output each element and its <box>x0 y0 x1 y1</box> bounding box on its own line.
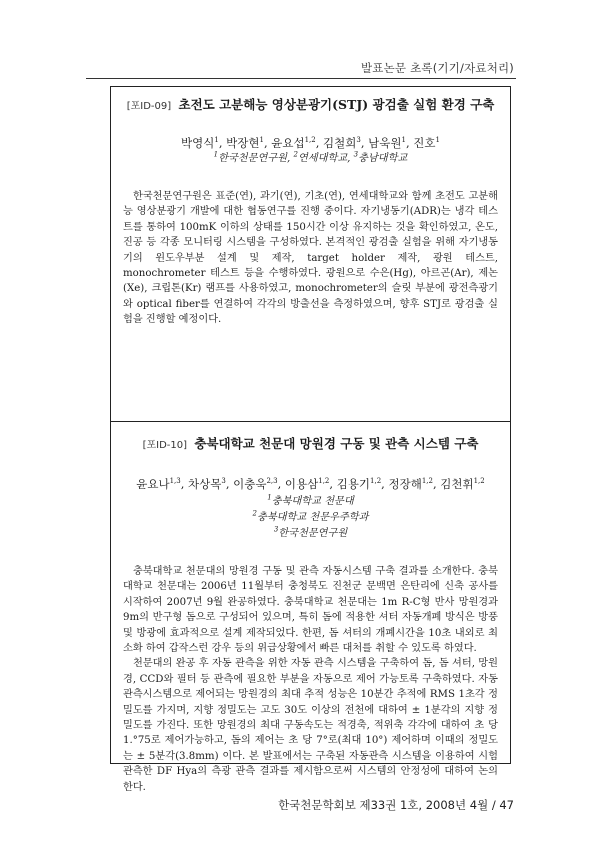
author: 이용삼$^{1,2}$, <box>284 477 337 491</box>
author: 윤요나$^{1,3}$, <box>136 477 189 491</box>
abstract-code: [포ID-09] <box>126 101 172 112</box>
author: 김철희$^3$, <box>323 136 369 150</box>
section-header: 발표논문 초록(기기/자료처리) <box>360 61 514 75</box>
abstract-box-2 <box>110 421 511 793</box>
author: 진호$^1$ <box>413 136 440 150</box>
author: 차상목$^3$, <box>188 477 234 491</box>
author: 박영식$^1$, <box>181 136 227 150</box>
author: 윤요섭$^{1,2}$, <box>271 136 324 150</box>
abstract-box-1 <box>110 86 511 422</box>
author: 이충욱$^{2,3}$, <box>233 477 285 491</box>
abstract-paragraph: 한국천문연구원은 표준(연), 과기(연), 기초(연), 연세대학교와 함께 초전도 고분해능 영상분광기 개발에 대한 협동연구를 진행 중이다. 자기냉동기(ADR)는 냉각 테스트를 통하여 100mK 이하의 상태를 150시간 이상 유지하는 것을 확인하였고, 온도, 진공 등 각종 모니터링 시스템을 구성하였다. 본격적인 광검출 실험을 위해 자기냉동기의 윈도우부분 설계 및 제작, target holder 제작, 광원 테스트, monochrometer 테스트 등을 수행하였다. 광원으로 수은(Hg), 아르곤(Ar), 제논(Xe), 크립톤(Kr) 램프를 사용하였고, monochrometer의 슬릿 부분에 광전측광기와 optical fiber를 연결하여 각각의 방출선을 측정하였으며, 향후 STJ로 광검출 실험을 진행할 예정이다. <box>123 191 498 326</box>
author: 박장현$^1$, <box>226 136 272 150</box>
author: 김용기$^{1,2}$, <box>336 477 389 491</box>
abstract-paragraph: 충북대학교 천문대의 망원경 구동 및 관측 자동시스템 구축 결과를 소개한다. 충북대학교 천문대는 2006년 11월부터 충청북도 진천군 문백면 은탄리에 신축 공사를 시작하여 2007년 9월 완공하였다. 충북대학교 천문대는 1m R-C형 반사 망원경과 9m의 반구형 돔으로 구성되어 있으며, 특히 돔에 적용한 셔터 자동개폐 방식은 방풍 및 방광에 효과적으로 설계 제작되었다. 한편, 돔 셔터의 개폐시간을 10초 내외로 최소화 하여 갑작스런 강우 등의 위급상황에서 빠른 대처를 취할 수 있도록 하였다. <box>123 566 498 655</box>
affiliation-line: $^2$충북대학교 천문우주학과 <box>252 509 369 523</box>
abstract-body <box>111 189 510 328</box>
abstract-title <box>111 434 510 452</box>
abstract-body <box>111 564 510 795</box>
author-list <box>111 135 510 151</box>
header-rule <box>86 78 516 79</box>
author-list <box>111 476 510 492</box>
affiliation-line: $^1$충북대학교 천문대 <box>267 493 354 507</box>
page-footer: 한국천문학회보 제33권 1호, 2008년 4월 / 47 <box>278 798 514 812</box>
author: 남욱원$^1$, <box>368 136 414 150</box>
abstract-title-text: 충북대학교 천문대 망원경 구동 및 관측 시스템 구축 <box>194 436 479 451</box>
affiliation-line: $^1$한국천문연구원, $^2$연세대학교, $^3$충남대학교 <box>213 150 408 164</box>
author: 정장해$^{1,2}$, <box>388 477 441 491</box>
abstract-paragraph: 천문대의 완공 후 자동 관측을 위한 자동 관측 시스템을 구축하여 돔, 돔 셔터, 망원경, CCD와 필터 등 관측에 필요한 부분을 자동으로 제어 가능토록 구축하였다. 자동관측시스템으로 제어되는 망원경의 최대 추적 성능은 10분간 추적에 RMS 1초각 정밀도를 가지며, 지향 정밀도는 고도 30도 이상의 전천에 대하여 ± 1분각의 지향 정밀도를 가진다. 또한 망원경의 최대 구동속도는 적경축, 적위축 각각에 대하여 초 당 1.°75로 제어가능하고, 돔의 제어는 초 당 7°로(최대 10°) 제어하며 이때의 정밀도는 ± 5분각(3.8mm) 이다. 본 발표에서는 구축된 자동관측 시스템을 이용하여 시험 관측한 DF Hya의 측광 관측 결과를 제시함으로써 시스템의 안정성에 대하여 논의 한다. <box>123 658 498 793</box>
abstract-title <box>111 95 510 113</box>
author: 김천휘$^{1,2}$ <box>440 477 485 491</box>
affiliation-line: $^3$한국천문연구원 <box>273 525 348 539</box>
abstract-code: [포ID-10] <box>142 440 188 451</box>
abstract-title-text: 초전도 고분해능 영상분광기(STJ) 광검출 실험 환경 구축 <box>178 97 495 112</box>
